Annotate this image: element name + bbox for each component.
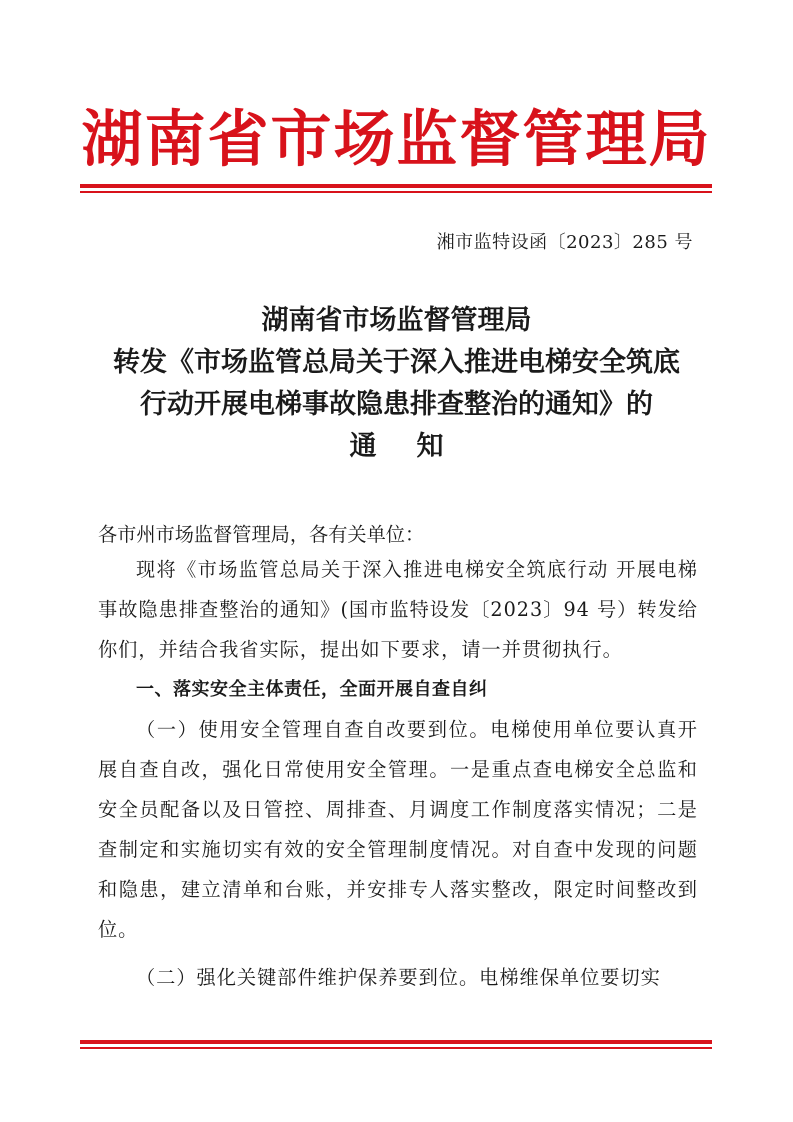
title-line-4: 通知 <box>349 431 484 462</box>
item-2-paragraph: （二）强化关键部件维护保养要到位。电梯维保单位要切实 <box>136 966 661 989</box>
title-line-2: 转发《市场监管总局关于深入推进电梯安全筑底 <box>113 347 680 378</box>
masthead-rule-thin <box>80 191 712 193</box>
masthead-rule-thick <box>80 184 712 188</box>
document-title <box>60 300 733 468</box>
title-line-3: 行动开展电梯事故隐患排查整治的通知》的 <box>140 389 653 420</box>
masthead-agency-name: 湖南省市场监督管理局 <box>81 104 712 175</box>
title-line-1: 湖南省市场监督管理局 <box>261 305 532 336</box>
document-number: 湘市监特设函〔2023〕285 号 <box>436 232 693 253</box>
section-heading-1: 一、落实安全主体责任，全面开展自查自纠 <box>136 679 488 700</box>
footer-rule-thick <box>80 1040 712 1044</box>
item-1-paragraph: （一）使用安全管理自查自改要到位。电梯使用单位要认真开展自查自改，强化日常使用安全管理。一是重点查电梯安全总监和安全员配备以及日管控、周排查、月调度工作制度落实情况；二是查制定和实施切实有效的安全管理制度情况。对自查中发现的问题和隐患，建立清单和台账，并安排专人落实整改，限定时间整改到位。 <box>98 718 698 941</box>
document-body <box>98 550 698 998</box>
intro-paragraph: 现将《市场监管总局关于深入推进电梯安全筑底行动 开展电梯事故隐患排查整治的通知》(国市监特设发〔2023〕94 号）转发给你们，并结合我省实际，提出如下要求，请一并贯彻执行。 <box>98 558 698 661</box>
salutation: 各市州市场监督管理局，各有关单位： <box>98 523 425 546</box>
footer-rule-thin <box>80 1047 712 1049</box>
